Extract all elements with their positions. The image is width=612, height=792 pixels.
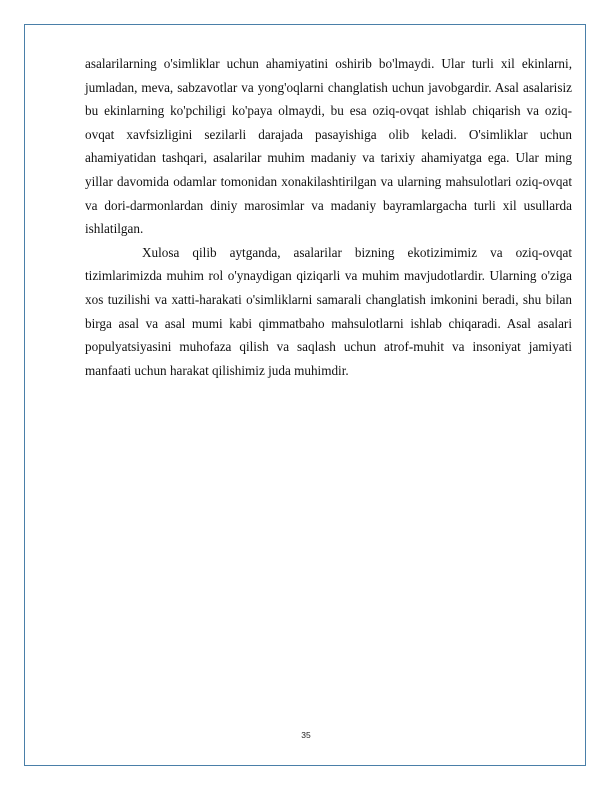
- paragraph-continuation: asalarilarning o'simliklar uchun ahamiyatini oshirib bo'lmaydi. Ular turli xil ekinlarni, jumladan, meva, sabzavotlar va yong'oqlarni changlatish uchun javobgardir. Asal asalarisiz bu ekinlarning ko'pchiligi ko'paya olmaydi, bu esa oziq-ovqat ishlab chiqarish va oziq-ovqat xavfsizligini sezilarli darajada pasayishiga olib keladi. O'simliklar uchun ahamiyatidan tashqari, asalarilar muhim madaniy va tarixiy ahamiyatga ega. Ular ming yillar davomida odamlar tomonidan xonakilashtirilgan va ularning mahsulotlari oziq-ovqat va dori-darmonlardan diniy marosimlar va madaniy bayramlargacha turli xil usullarda ishlatilgan.: [85, 56, 572, 237]
- paragraph-conclusion: Xulosa qilib aytganda, asalarilar bizning ekotizimimiz va oziq-ovqat tizimlarimizda muhim rol o'ynaydigan qiziqarli va muhim mavjudotlardir. Ularning o'ziga xos tuzilishi va xatti-harakati o'simliklarni samarali changlatish imkonini beradi, shu bilan birga asal va asal mumi kabi qimmatbaho mahsulotlarni ishlab chiqaradi. Asal asalari populyatsiyasini muhofaza qilish va saqlash uchun atrof-muhit va insoniyat jamiyati manfaati uchun harakat qilishimiz juda muhimdir.: [85, 244, 572, 378]
- body-text: [85, 52, 572, 382]
- page-number: 35: [301, 730, 311, 740]
